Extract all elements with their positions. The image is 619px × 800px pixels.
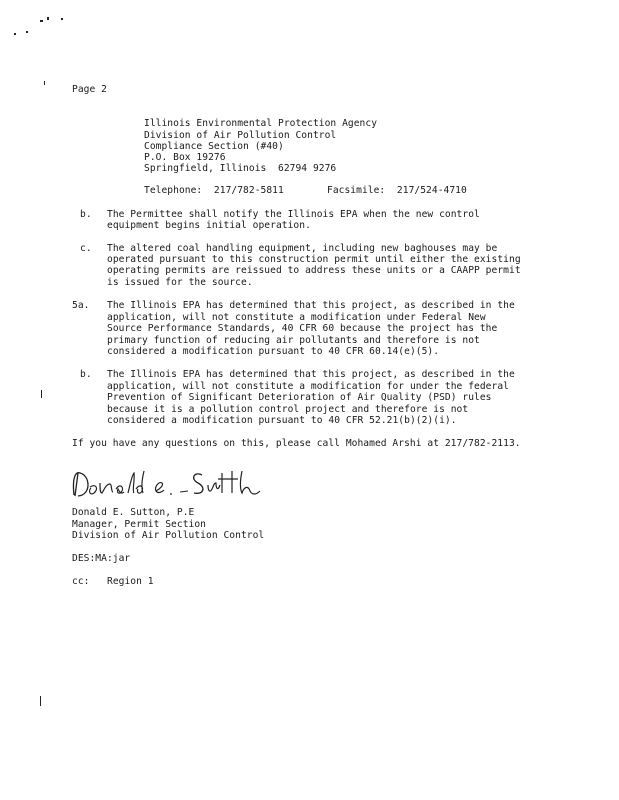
agency-section: Compliance Section (#40) [144,141,284,152]
item-c-text: is issued for the source. [107,277,253,288]
item-c-text: operating permits are reissued to address these units or a CAAPP permit [107,265,521,276]
item-5b-text: because it is a pollution control project and therefore is not [107,404,469,415]
page-label: Page 2 [72,84,107,95]
item-5a-text: The Illinois EPA has determined that this project, as described in the [107,300,515,311]
cc-label: cc: [72,576,90,587]
item-5a-text: application, will not constitute a modification under Federal New [107,312,486,323]
agency-name: Illinois Environmental Protection Agency [144,118,378,129]
item-b-text: The Permittee shall notify the Illinois EPA when the new control [107,209,480,220]
scan-speck [14,33,16,35]
scan-speck [40,696,41,706]
signatory-title: Manager, Permit Section [72,519,206,530]
scan-speck [26,31,28,33]
item-c-text: The altered coal handling equipment, including new baghouses may be [107,243,498,254]
handwritten-signature [70,465,270,505]
item-5b-text: The Illinois EPA has determined that this project, as described in the [107,369,515,380]
agency-po-box: P.O. Box 19276 [144,152,226,163]
scan-speck [40,20,43,22]
scan-speck [61,18,63,20]
item-5a-text: primary function of reducing air pollutants and therefore is not [107,335,480,346]
closing-line: If you have any questions on this, please call Mohamed Arshi at 217/782-2113. [72,438,521,449]
item-5b-text: Prevention of Significant Deterioration of Air Quality (PSD) rules [107,392,492,403]
scan-speck [44,81,45,85]
cc-value: Region 1 [107,576,154,587]
agency-division: Division of Air Pollution Control [144,130,337,141]
item-b-text: equipment begins initial operation. [107,220,311,231]
reference-initials: DES:MA:jar [72,553,131,564]
item-5b-text: considered a modification pursuant to 40 CFR 52.21(b)(2)(i). [107,415,457,426]
agency-city: Springfield, Illinois 62794 9276 [144,163,337,174]
signatory-division: Division of Air Pollution Control [72,530,265,541]
scan-speck [47,17,49,20]
item-5b-marker: b. [80,369,92,380]
item-b-marker: b. [80,209,92,220]
agency-telephone: Telephone: 217/782-5811 [144,185,284,196]
agency-facsimile: Facsimile: 217/524-4710 [327,185,467,196]
item-5a-marker: 5a. [72,300,90,311]
item-5b-text: application, will not constitute a modification for under the federal [107,381,509,392]
scan-speck [41,390,42,398]
item-5a-text: Source Performance Standards, 40 CFR 60 because the project has the [107,323,498,334]
item-c-marker: c. [80,243,92,254]
item-c-text: operated pursuant to this construction permit until either the existing [107,254,521,265]
signatory-name: Donald E. Sutton, P.E [72,507,195,518]
item-5a-text: considered a modification pursuant to 40 CFR 60.14(e)(5). [107,346,440,357]
